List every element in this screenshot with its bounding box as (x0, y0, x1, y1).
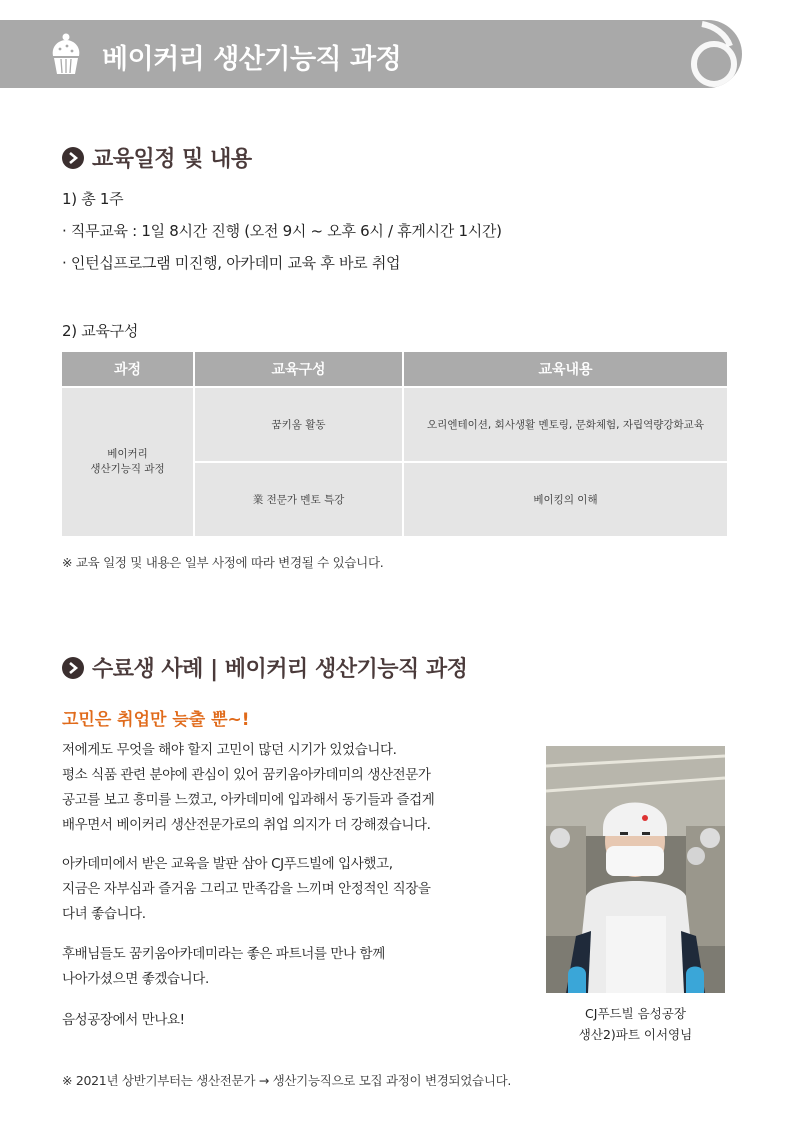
photo-caption-name: 생산2)파트 이서영님 (578, 1027, 693, 1042)
table-cell-component: 꿈키움 활동 (195, 388, 404, 461)
header-banner (0, 20, 742, 88)
curriculum-table (62, 352, 727, 536)
program-change-note: ※ 2021년 상반기부터는 생산전문가 → 생산기능직으로 모집 과정이 변경되었습니다. (62, 1073, 512, 1088)
testimonial-headline: 고민은 취업만 늦출 뿐~! (62, 710, 250, 730)
table-header-row (62, 352, 727, 386)
schedule-bullet-2: · 인턴십프로그램 미진행, 아카데미 교육 후 바로 취업 (62, 254, 401, 272)
composition-label: 2) 교육구성 (62, 322, 139, 340)
course-name-line: 베이커리 (107, 448, 148, 460)
testimonial-paragraph-3: 후배님들도 꿈키움아카데미라는 좋은 파트너를 만나 함께 나아가셨으면 좋겠습니다. (62, 946, 385, 987)
testimonial-paragraph-2: 아카데미에서 받은 교육을 발판 삼아 CJ푸드빌에 입사했고, 지금은 자부심과 즐거움 그리고 만족감을 느끼며 안정적인 직장을 다녀 좋습니다. (62, 856, 431, 922)
course-name-cell (62, 388, 195, 536)
schedule-bullet-1: · 직무교육 : 1일 8시간 진행 (오전 9시 ~ 오후 6시 / 휴게시간 1시간) (62, 222, 502, 240)
table-header-cell: 과정 (62, 352, 195, 386)
table-row (195, 388, 727, 461)
circle-arrow-icon (62, 147, 84, 169)
page-title: 베이커리 생산기능직 과정 (102, 44, 402, 75)
table-cell-content: 베이킹의 이해 (404, 463, 727, 536)
table-cell-content: 오리엔테이션, 회사생활 멘토링, 문화체험, 자립역량강화교육 (404, 388, 727, 461)
period-text: 1) 총 1주 (62, 190, 124, 208)
table-header-cell: 교육구성 (195, 352, 404, 386)
photo-caption-company: CJ푸드빌 음성공장 (585, 1006, 686, 1021)
table-cell-component: 業 전문가 멘토 특강 (195, 463, 404, 536)
table-row (195, 463, 727, 536)
table-header-cell: 교육내용 (404, 352, 727, 386)
cupcake-icon (50, 32, 82, 76)
section-title-schedule: 교육일정 및 내용 (62, 142, 252, 173)
brand-swirl-icon (680, 20, 742, 88)
section-title-graduate-case: 수료생 사례 | 베이커리 생산기능직 과정 (62, 652, 467, 683)
circle-arrow-icon (62, 657, 84, 679)
graduate-photo (546, 746, 725, 993)
schedule-note: ※ 교육 일정 및 내용은 일부 사정에 따라 변경될 수 있습니다. (62, 555, 384, 570)
testimonial-paragraph-1: 저에게도 무엇을 해야 할지 고민이 많던 시기가 있었습니다. 평소 식품 관련 분야에 관심이 있어 꿈키움아카데미의 생산전문가 공고를 보고 흥미를 느꼈고, 아카데미에 입과해서 동기들과 즐겁게 배우면서 베이커리 생산전문가로의 취업 의지가 더 강해졌습니다. (62, 742, 435, 833)
course-name-line: 생산기능직 과정 (90, 463, 165, 475)
testimonial-paragraph-4: 음성공장에서 만나요! (62, 1012, 185, 1028)
